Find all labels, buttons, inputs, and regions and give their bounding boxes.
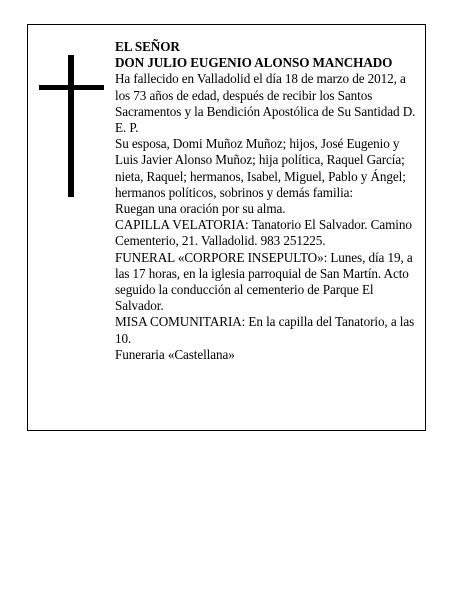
funeral-info: FUNERAL «CORPORE INSEPULTO»: Lunes, día 19, a las 17 horas, en la iglesia parroquial de San Martín. Acto seguido la conducción al cementerio de Parque El Salvador. — [115, 249, 413, 314]
death-announcement: Ha fallecido en Valladolid el día 18 de marzo de 2012, a los 73 años de edad, después de recibir los Santos Sacramentos y la Bendición Apostólica de Su Santidad D. E. P. — [115, 71, 416, 136]
obituary-text — [115, 39, 421, 363]
obituary-notice — [27, 24, 426, 431]
title-line-1: EL SEÑOR — [115, 39, 180, 54]
cross-icon — [68, 55, 74, 197]
cross-icon-bar — [39, 85, 104, 90]
prayer-request: Ruegan una oración por su alma. — [115, 201, 286, 217]
funeral-home: Funeraria «Castellana» — [115, 346, 235, 362]
family-list: Su esposa, Domi Muñoz Muñoz; hijos, José Eugenio y Luis Javier Alonso Muñoz; hija política, Raquel García; nieta, Raquel; hermanos, Isabel, Miguel, Pablo y Ángel; hermanos políticos, sobrinos y demás familia: — [115, 136, 406, 200]
mass-info: MISA COMUNITARIA: En la capilla del Tanatorio, a las 10. — [115, 314, 415, 346]
deceased-name: DON JULIO EUGENIO ALONSO MANCHADO — [115, 55, 393, 71]
wake-location: CAPILLA VELATORIA: Tanatorio El Salvador. Camino Cementerio, 21. Valladolid. 983 251225. — [115, 217, 412, 249]
